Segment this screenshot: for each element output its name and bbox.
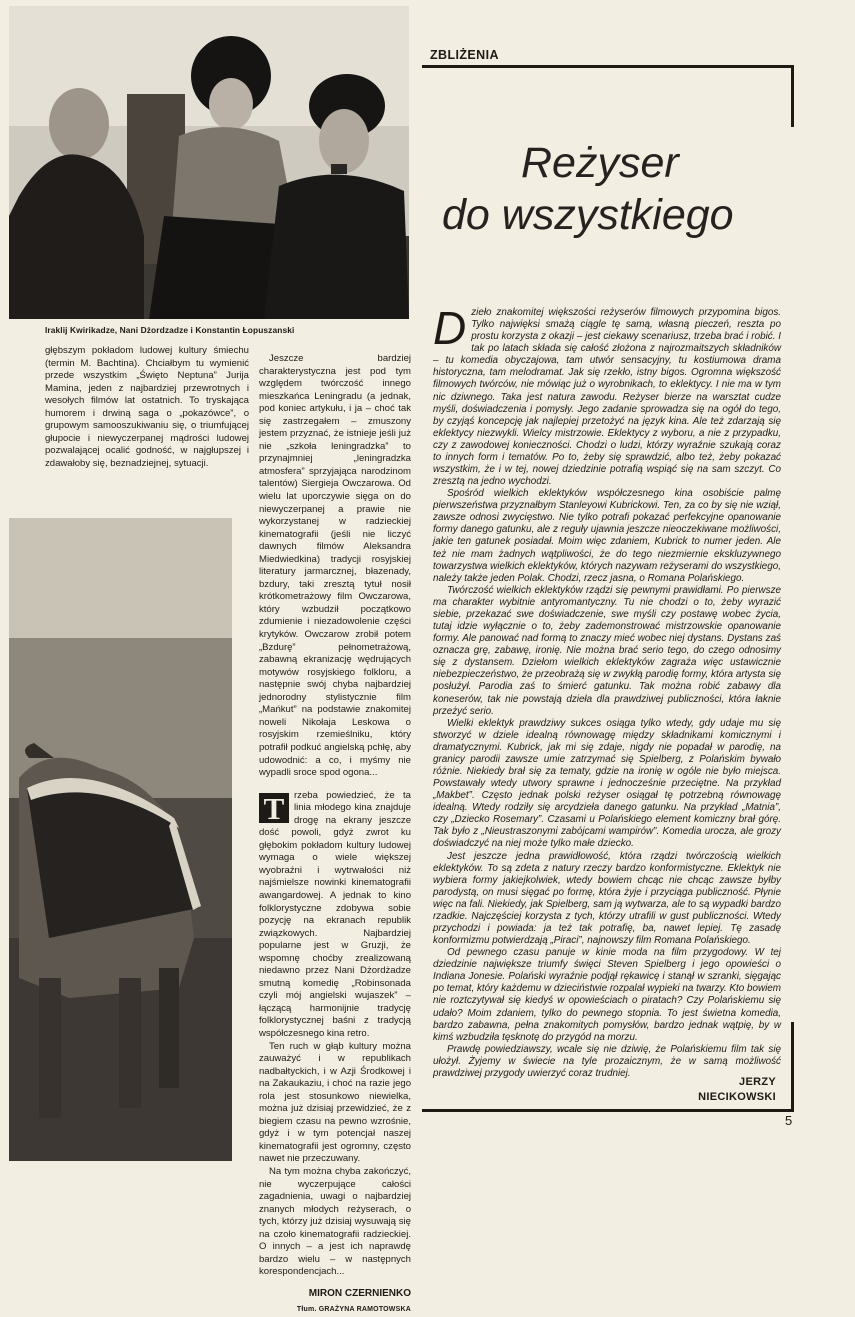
right-para5: Jest jeszcze jedna prawidłowość, która rządzi twórczością wielkich eklektyków. To są zdeta z natury rzeczy bardzo konformistyczne. Eklektyk nie wybiera formy jakiejkolwiek, wtedy bowiem chcąc nie chcąc zawsze byłby parodystą, on musi sięgać po formę, która żyje i przyciąga publiczność. Płynie więc na fali. Niekiedy, jak Spielberg, sam ją wytwarza, ale to są wypadki bardzo rzadkie. Najczęściej korzysta z tych, którzy utrafili w gust publiczności. Wtedy przychodzi i powiada: ja też tak potrafię, ba, nawet lepiej. Tę zasadę konformizmu potwierdzają „Piraci”, najnowszy film Romana Polańskiego. <box>433 850 781 947</box>
footer-rule-vertical <box>791 1022 794 1112</box>
left-signature: MIRON CZERNIENKO <box>308 1287 411 1299</box>
section-label: ZBLIŻENIA <box>430 48 499 62</box>
header-rule-horizontal <box>422 65 794 68</box>
right-para1-wrap <box>433 302 781 488</box>
photo-three-people-image <box>9 6 409 319</box>
translator-credit: Tłum. GRAŻYNA RAMOTOWSKA <box>296 1306 411 1314</box>
left-column-2-para4: Na tym można chyba zakończyć, nie wyczerpujące całości zagadnienia, uwagi o najbardziej znanych młodych reżyserach, o tych, którzy już dzisiaj wysuwają się na czoło kinematografii radzieckiej. O innych – a jest ich naprawdę bardzo wielu – w następnych korespondencjach... <box>259 1166 411 1278</box>
photo1-caption: Iraklij Kwirikadze, Nani Dżordzadze i Konstantin Łopuszanski <box>45 325 295 335</box>
photo-horse <box>9 518 232 1161</box>
page-number: 5 <box>785 1113 793 1128</box>
photo-three-people <box>9 6 409 319</box>
article-title-line2: do wszystkiego <box>442 191 734 239</box>
left-column-1-text: głębszym pokładom ludowej kultury śmiechu (termin M. Bachtina). Chciałbym tu wymienić przede wszystkim „Święto Neptuna” Jurija Mamina, jeden z najbardziej przewrotnych i wesołych filmów lat ostatnich. To tryskająca humorem i drwiną saga o „pokazówce”, o grupowym samooszukiwaniu się, o triumfującej głupocie i niewyczerpanej mądrości ludowej pozwalającej ocalić godność, w najgłupszej i zdawałoby się, beznadziejnej, sytuacji. <box>45 345 249 469</box>
left-column-2-para1: Jeszcze bardziej charakterystyczna jest pod tym względem twórczość innego mieszkańca Leningradu (a jednak, pod koniec artykułu, i ja – choć tak się zastrzegałem – zmuszony jestem przyznać, że istnieje jeśli już nie „szkoła leningradzka” to przynajmniej „leningradzka atmosfera” sprzyjająca narodzinom talentów) Siergieja Owczarowa. Od wielu lat uporczywie sięga on do niewyczerpanej a prawie nie wykorzystanej w radzieckiej kinematografii (jeśli nie liczyć dawnych filmów Aleksandra Miedwiedkina) tradycji rosyjskiej literatury jarmarcznej, błazenady, bzdury, taki zresztą tytuł nosił krótkometrażowy film Owczarowa, który wzbudził początkowo zdumienie i niezadowolenie części krytyków. Owczarow zrobił potem „Bzdurę” pełnometrażową, zabawną ekranizację wędrujących motywów rosyjskiego folkloru, a następnie swój chyba najbardziej jednorodny stylistycznie film „Mańkut” na podstawie znakomitej noweli Nikołaja Leskowa o rosyjskim rzemieślniku, który potrafił podkuć angielską pchłę, aby udowodnić: a co, i myśmy nie wypadli sroce spod ogona... <box>259 353 411 779</box>
right-para7: Prawdę powiedziawszy, wcale się nie dziwię, że Polańskiemu film tak się ułożył. Żyjemy w świecie na tyle prozaicznym, że w samą możliwość prawdziwej przygody uwierzyć coraz trudniej. <box>433 1043 781 1079</box>
right-author-line1: JERZY <box>739 1076 776 1088</box>
right-para1: zieło znakomitej większości reżyserów filmowych przypomina bigos. Tylko najwięksi smażą ciągle tę samą, własną pieczeń, reszta po prostu korzysta z okazji – jest ciekawy scenariusz, trzeba brać i robić. I tak po latach składa się całość złożona z najrozmaitszych składników – tu komedia obyczajowa, tam utwór sensacyjny, tu kostiumowa drama historyczna, tam melodramat. Jak się rzekło, istny bigos. Ogromna większość filmowych twórców, nie mówiąc już o wyrobnikach, to eklektycy. I nie ma w tym nic dziwnego. Taka jest natura zawodu. Reżyser bierze na warsztat cudze myśli, doświadczenia i pomysły. Jego zadanie sprowadza się na ogół do tego, by czyjąś koncepcję jak najlepiej przetożyć na język kina. Ale też zdarzają się eklektycy niezwykli. Wielcy mistrzowie. Eklektycy z wyboru, a nie z przypadku, czy z zawodowej konieczności. Chodzi o ludzi, którzy wyraźnie szukają coraz to innych form i tematów. Po to, żeby się sprawdzić, albo też, żeby pokazać wszystkim, że i w tej, nowej dziedzinie potrafią wspiąć się na sam szczyt. Co zresztą na jedno wychodzi. <box>433 307 781 488</box>
right-para4: Wielki eklektyk prawdziwy sukces osiąga tylko wtedy, gdy udaje mu się stworzyć w dziele idealną równowagę między składnikami komicznymi i dramatycznymi. Kubrick, jak mi się zdaje, nigdy nie popadał w parodię, na granicy parodii zawsze umie zatrzymać się Spielberg, z Polańskim bywało różnie. Niekiedy brał się za tematy, gdzie na ironię w ogóle nie było miejsca. Powstawały wtedy utwory sprawne i jednocześnie przeciętne. Na przykład „Makbet”. Często jednak polski reżyser osiągał tę potrzebną równowagę idealną. Wtedy rodziły się arcydzieła danego gatunku. Na przykład „Matnia”, czy „Dziecko Rosemary”. Czasami u Polańskiego element komiczny brał górę. Tak było z „Nieustraszonymi zabójcami wampirów”. Komedia urocza, ale grozy doświadczyć na niej może tylko małe dziecko. <box>433 717 781 850</box>
right-para3: Twórczość wielkich eklektyków rządzi się pewnymi prawidłami. Po pierwsze ma charakter wybitnie antyromantyczny. Tu nie chodzi o to, żeby wyrazić siebie, przekazać swe doświadczenie, swe myśli czy postawę wobec życia, tutaj idzie wyłącznie o to, żeby zademonstrować mistrzowskie opanowanie formy. Ale panować nad formą to znaczy mieć wobec niej dystans. Dystans zaś oznacza grę, zabawę, ironię. Nie można brać serio tego, do czego odnosimy się z dystansem. Dziełom wielkich eklektyków zagraża więc ustawicznie niebezpieczeństwo, że przeobrażą się w zwykłą parodię formy, która artysta się posłużył. Parodia zaś to śmierć gatunku. Tak można robić zabawy dla koneserów, tak nie powstają dzieła dla prawdziwej publiczności, która łaknie przeżyć serio. <box>433 584 781 717</box>
left-column-2-para3: Ten ruch w głąb kultury można zauważyć i w republikach nadbałtyckich, i w Azji Środkowej i na Zakaukaziu, i choć na razie jego rola jest stosunkowo niewielka, można już dzisiaj przewidzieć, że z biegiem czasu na pewno wzrośnie, gdyż i w tym potencjał naszej kinematografii jest ogromny, często nawet nie przeczuwany. <box>259 1040 411 1165</box>
footer-rule-horizontal <box>422 1109 794 1112</box>
left-column-2-section <box>259 790 411 1041</box>
right-dropcap: D <box>433 302 467 354</box>
right-author-line2: NIECIKOWSKI <box>698 1091 776 1103</box>
right-para6: Od pewnego czasu panuje w kinie moda na film przygodowy. W tej dziedzinie największe triumfy święci Steven Spielberg i jego opowieści o Indiana Jonesie. Polański wyraźnie podjął rękawicę i stanął w szranki, sięgając po temat, który każdemu w dzieciństwie rozpalał wypieki na twarzy. Kto bowiem nie roztczytywał się kiedyś w opowieściach o piratach? Czy Polańskiemu się udało? Moim zdaniem, tylko do pewnego stopnia. To jest świetna komedia, bardzo zabawna, pełna znakomitych pomysłów, bardzo jednak wątpię, by w kimś wzbudziła tęsknotę do przygód na morzu. <box>433 947 781 1043</box>
right-author <box>650 1075 776 1105</box>
right-article-body <box>433 302 781 1080</box>
left-column-2-dropcap: T <box>259 793 289 823</box>
left-column-2-para2: rzeba powiedzieć, że ta linia młodego kina znajduje drogę na ekrany jeszcze dość powoli, gdyż zwrot ku głębokim pokładom kultury ludowej wymaga o wiele większej wyobraźni i wytrwałości niż najśmielsze nowinki kinematografii awangardowej. A jednak to kino folklorystyczne zdobywa sobie pozycję na ekranach republik związkowych. Najbardziej popularne jest w Gruzji, że wspomnę choćby zrealizowaną niedawno przez Nani Dżordżadze smutną komedię „Robinsonada czyli mój angielski wujaszek” – łączącą harmonijnie tradycję folklorystycznej baśni z tradycją współczesnego kina retro. <box>259 789 411 1039</box>
photo-horse-image <box>9 518 232 1161</box>
left-column-2 <box>259 353 411 1317</box>
article-title-line1: Reżyser <box>521 139 679 187</box>
right-para2: Spośród wielkich eklektyków współczesnego kina osobiście palmę pierwszeństwa przyznałbym Stanleyowi Kubrickowi. Ten, za co by się nie wziął, zawsze odnosi zwycięstwo. Nie tylko potrafi pokazać perfekcyjne opanowanie formy danego gatunku, ale z reguły ujawnia jeszcze nieoczekiwane możliwości, jakie ten gatunek posiadał. Moim więc zdaniem, Kubrick to numer jeden. Ale też nie mam żadnych wątpliwości, że do tego niezmiernie ekskluzywnego towarzystwa wielkich eklektyków, których nazywam reżyserami do wszystkiego, należy także jeden Polak. Chodzi, rzecz jasna, o Romana Polańskiego. <box>433 488 781 584</box>
header-rule-vertical <box>791 65 794 127</box>
